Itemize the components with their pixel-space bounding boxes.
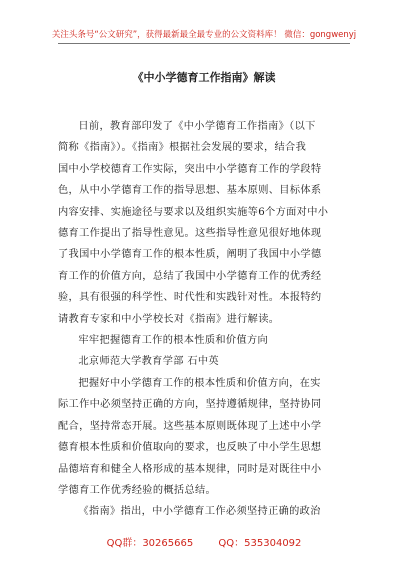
footer-qq: QQ：535304092	[218, 538, 302, 549]
header-note: 关注头条号“公文研究”，获得最新最全最专业的公文资料库！ 微信：gongwenyj	[51, 30, 357, 40]
body-line: 育工作的价值方向，总结了我国中小学德育工作的优秀经	[58, 270, 322, 282]
body-line: 内容安排、实施途径与要求以及组织实施等6个方面对中小	[58, 206, 329, 218]
body-line: 色，从中小学德育工作的指导思想、基本原则、目标体系	[58, 185, 322, 197]
document-body	[58, 116, 352, 523]
body-line: 国中小学校德育工作实际，突出中小学德育工作的学段特	[58, 163, 322, 175]
body-line: 日前，教育部印发了《中小学德育工作指南》（以下	[78, 121, 316, 132]
body-line: 际工作中必须坚持正确的方向，坚持遵循规律，坚持协同	[58, 399, 322, 411]
body-line: 了我国中小学德育工作的根本性质，阐明了我国中小学德	[58, 249, 322, 261]
section-heading: 牢牢把握德育工作的根本性质和价值方向	[78, 335, 269, 347]
document-title: 《中小学德育工作指南》解读	[132, 71, 276, 84]
body-line: 验，具有很强的科学性、时代性和实践针对性。本报特约	[58, 292, 322, 304]
author-byline: 北京师范大学教育学部 石中英	[78, 356, 219, 368]
body-line: 《指南》指出，中小学德育工作必须坚持正确的政治	[78, 506, 321, 518]
body-line: 把握好中小学德育工作的根本性质和价值方向，在实	[78, 377, 321, 389]
body-line: 配合，坚持常态开展。这些基本原则既体现了上述中小学	[58, 420, 322, 432]
footer-contact	[0, 534, 408, 549]
footer-qq-group: QQ群：30265665	[106, 538, 194, 549]
body-line: 请教育专家和中小学校长对《指南》进行解读。	[58, 313, 280, 325]
body-line: 学德育工作优秀经验的概括总结。	[58, 484, 217, 496]
header-divider	[58, 43, 350, 44]
body-line: 品德培育和健全人格形成的基本规律，同时是对既往中小	[58, 463, 322, 475]
body-line: 德育根本性质和价值取向的要求，也反映了中小学生思想	[58, 442, 322, 454]
body-line: 简称《指南》）。《指南》根据社会发展的要求，结合我	[58, 142, 307, 154]
body-line: 德育工作提出了指导性意见。这些指导性意见很好地体现	[58, 228, 322, 240]
